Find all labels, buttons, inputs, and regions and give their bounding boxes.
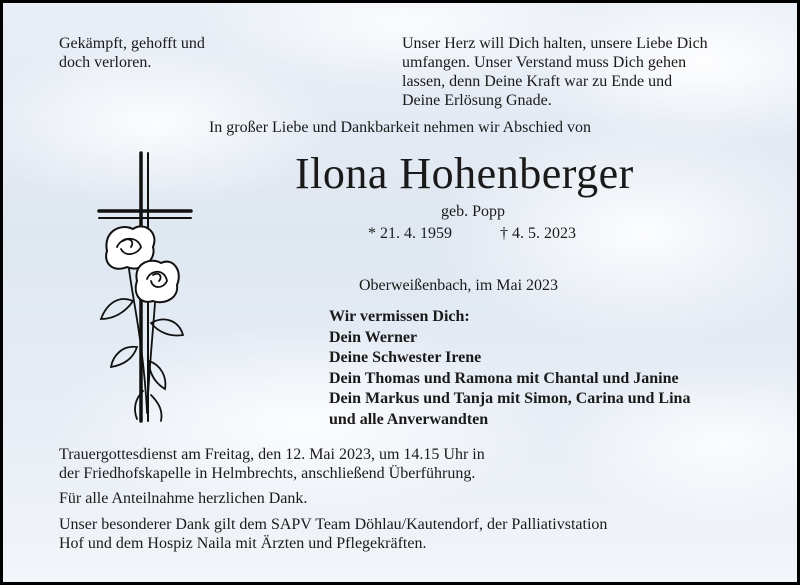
signoff-name: Deine Schwester Irene	[329, 349, 482, 366]
verse-right	[402, 34, 708, 110]
signoff-name: Dein Thomas und Ramona mit Chantal und Janine	[329, 369, 679, 387]
verse-right-line: Deine Erlösung Gnade.	[402, 92, 552, 109]
obituary-notice	[3, 3, 797, 582]
verse-right-line: lassen, denn Deine Kraft war zu Ende und	[402, 73, 673, 90]
signoff-name: und alle Anverwandten	[329, 410, 489, 428]
family-signoff	[329, 307, 690, 430]
deceased-name: Ilona Hohenberger	[295, 149, 634, 198]
signoff-name: Dein Werner	[329, 328, 418, 346]
funeral-line: der Friedhofskapelle in Helmbrechts, anschließend Überführung.	[59, 465, 476, 482]
signoff-heading: Wir vermissen Dich:	[329, 308, 470, 325]
maiden-name: geb. Popp	[441, 203, 505, 220]
special-thanks-line: Hof und dem Hospiz Naila mit Ärzten und Pflegekräften.	[59, 535, 427, 552]
death-date: † 4. 5. 2023	[500, 225, 576, 242]
thanks-line: Für alle Anteilnahme herzlichen Dank.	[59, 490, 308, 507]
verse-left-line: doch verloren.	[59, 54, 152, 71]
funeral-line: Trauergottesdienst am Freitag, den 12. Mai 2023, um 14.15 Uhr in	[59, 446, 485, 463]
verse-left	[59, 34, 205, 72]
special-thanks-line: Unser besonderer Dank gilt dem SAPV Team Döhlau/Kautendorf, der Palliativstation	[59, 516, 608, 533]
cross-with-roses-icon	[93, 151, 193, 431]
verse-right-line: Unser Herz will Dich halten, unsere Liebe Dich	[402, 35, 708, 52]
signoff-name: Dein Markus und Tanja mit Simon, Carina und Lina	[329, 390, 691, 407]
funeral-info	[59, 445, 485, 483]
special-thanks	[59, 515, 607, 553]
intro-line: In großer Liebe und Dankbarkeit nehmen wir Abschied von	[208, 119, 592, 136]
place-date: Oberweißenbach, im Mai 2023	[359, 277, 559, 294]
birth-date: * 21. 4. 1959	[368, 225, 452, 242]
verse-right-line: umfangen. Unser Verstand muss Dich gehen	[402, 54, 687, 71]
verse-left-line: Gekämpft, gehofft und	[59, 35, 205, 52]
